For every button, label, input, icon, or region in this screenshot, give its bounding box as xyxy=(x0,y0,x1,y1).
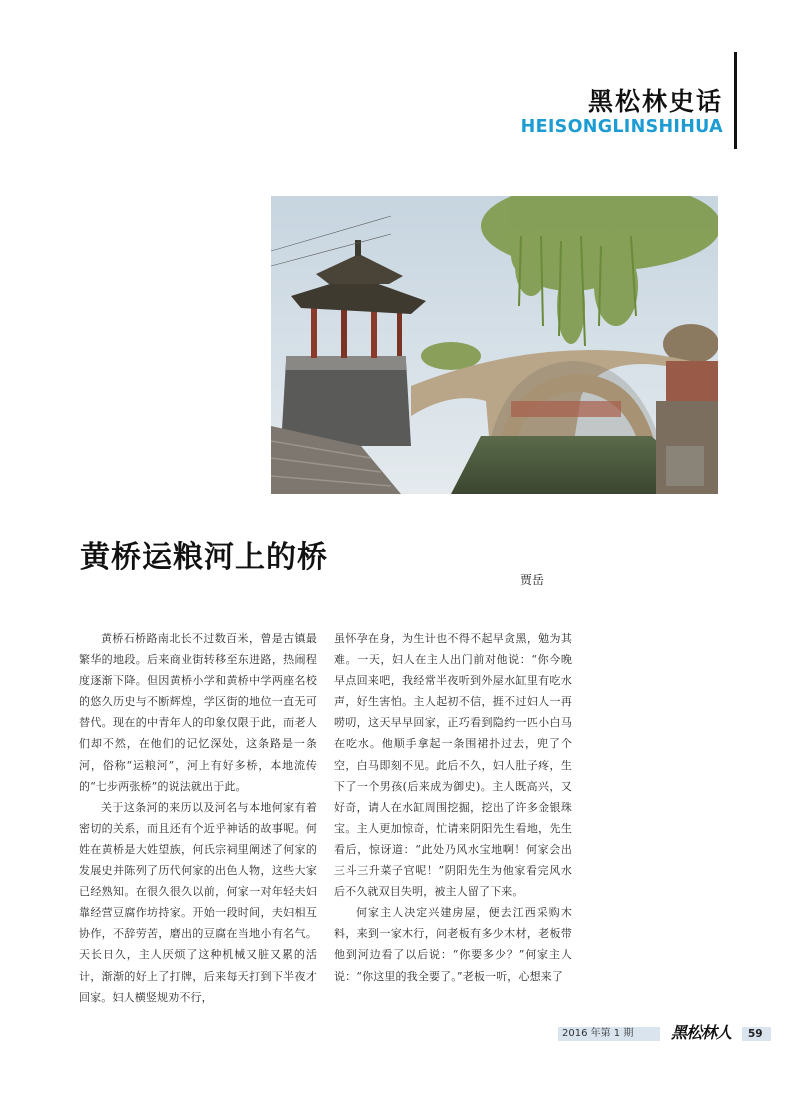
section-title-zh: 黑松林史话 xyxy=(587,87,723,116)
paragraph: 何家主人决定兴建房屋，便去江西采购木料，来到一家木行，问老板有多少木材，老板带他到河边看了以后说：“你要多少？”何家主人说：“你这里的我全要了。”老板一听，心想来了 xyxy=(334,906,572,983)
paragraph-continued: 虽怀孕在身，为生计也不得不起早贪黑，勉为其难。一天，妇人在主人出门前对他说：“你今晚早点回来吧，我经常半夜听到外屋水缸里有吃水声，好生害怕。主人起初不信，捱不过妇人一再唠叨，这天早早回家，正巧看到隐约一匹小白马在吃水。他顺手拿起一条围裙扑过去，兜了个空，白马即刻不见。此后不久，妇人肚子疼，生下了一个男孩(后来成为御史)。主人既高兴，又好奇，请人在水缸周围挖掘，挖出了许多金银珠宝。主人更加惊奇，忙请来阴阳先生看地，先生看后，惊讶道：“此处乃风水宝地啊！何家会出三斗三升菜子官呢！”阴阳先生为他家看完风水后不久就双目失明，被主人留了下来。 xyxy=(334,632,572,899)
magazine-logo: 黑松林人 xyxy=(660,1022,742,1044)
paragraph: 黄桥石桥路南北长不过数百米，曾是古镇最繁华的地段。后来商业街转移至东进路，热闹程度逐渐下降。但因黄桥小学和黄桥中学两座名校的悠久历史与不断辉煌，学区街的地位一直无可替代。现在的中青年人的印象仅限于此，而老人们却不然，在他们的记忆深处，这条路是一条河，俗称“运粮河”，河上有好多桥，本地流传的“七步两张桥”的说法就出于此。 xyxy=(79,632,317,793)
article-column-left xyxy=(79,628,317,1008)
article-title: 黄桥运粮河上的桥 xyxy=(80,540,328,575)
article-photo xyxy=(271,196,718,494)
page-number: 59 xyxy=(748,1028,763,1040)
issue-label: 2016 年第 1 期 xyxy=(562,1028,634,1039)
section-title-en: HEISONGLINSHIHUA xyxy=(520,117,723,137)
paragraph: 关于这条河的来历以及河名与本地何家有着密切的关系，而且还有个近乎神话的故事呢。何姓在黄桥是大姓望族，何氏宗祠里阐述了何家的发展史并陈列了历代何家的出色人物，这些大家已经熟知。在很久很久以前，何家一对年轻夫妇靠经营豆腐作坊持家。开始一段时间，夫妇相互协作，不辞劳苦，磨出的豆腐在当地小有名气。天长日久，主人厌烦了这种机械又脏又累的活计，渐渐的好上了打牌，后来每天打到下半夜才回家。妇人横竖规劝不行， xyxy=(79,800,317,1004)
header-divider xyxy=(734,52,737,149)
article-column-right xyxy=(334,628,572,987)
article-author: 贾岳 xyxy=(520,573,545,587)
